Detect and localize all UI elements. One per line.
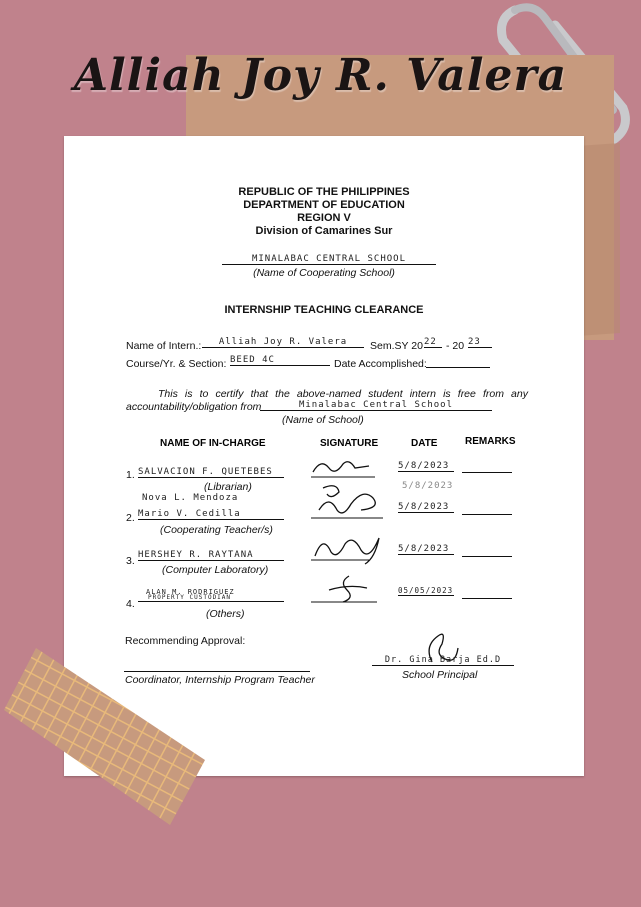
school-name: MINALABAC CENTRAL SCHOOL (222, 254, 436, 265)
row1-role: (Librarian) (204, 481, 252, 493)
header-line-4: Division of Camarines Sur (255, 225, 393, 237)
row1-name: SALVACION F. QUETEBES (138, 467, 284, 478)
school-caption: (Name of Cooperating School) (253, 267, 395, 279)
certify-text: This is to certify that the above-named student intern is free from any accountability/obligation from (126, 388, 528, 413)
row2-number: 2. (126, 512, 135, 524)
row2-remarks (462, 502, 512, 515)
date-accomplished-label: Date Accomplished: (334, 358, 427, 370)
intern-label: Name of Intern.: (126, 340, 202, 352)
row2-name: Mario V. Cedilla (138, 509, 284, 520)
course-value: BEED 4C (230, 355, 330, 366)
recommending-label: Recommending Approval: (125, 635, 246, 647)
row1-remarks (462, 460, 512, 473)
row4-date: 05/05/2023 (398, 586, 454, 595)
certify-school: Minalabac Central School (260, 400, 492, 411)
sem-label: Sem.SY 20 (370, 340, 423, 352)
row3-name: HERSHEY R. RAYTANA (138, 550, 284, 561)
row4-number: 4. (126, 598, 135, 610)
row3-remarks (462, 544, 512, 557)
col-name-header: NAME OF IN-CHARGE (160, 438, 266, 449)
intern-name: Alliah Joy R. Valera (202, 337, 364, 348)
coordinator-label: Coordinator, Internship Program Teacher (125, 674, 315, 686)
row2-role: (Cooperating Teacher/s) (160, 524, 273, 536)
col-remarks-header: REMARKS (465, 436, 516, 447)
principal-label: School Principal (402, 669, 478, 681)
sem-from: 22 (424, 337, 442, 348)
row1-number: 1. (126, 469, 135, 481)
row1-signature (309, 454, 379, 480)
col-date-header: DATE (411, 438, 438, 449)
page-title: Alliah Joy R. Valera (73, 50, 568, 101)
grid-tape-decoration (0, 640, 210, 830)
course-label: Course/Yr. & Section: (126, 358, 227, 370)
row4-remarks (462, 586, 512, 599)
header-line-3: REGION V (297, 212, 351, 224)
sem-to: 23 (468, 337, 492, 348)
row2-date-extra: 5/8/2023 (402, 481, 454, 491)
row3-role: (Computer Laboratory) (162, 564, 269, 576)
document-title: INTERNSHIP TEACHING CLEARANCE (224, 304, 424, 316)
row4-name: ALAN M. RODRIGUEZ (146, 588, 235, 596)
row3-signature (309, 528, 389, 568)
row2-extra-name: Nova L. Mendoza (142, 493, 239, 503)
header-line-2: DEPARTMENT OF EDUCATION (243, 199, 405, 211)
principal-name: Dr. Gina Barja Ed.D (372, 655, 514, 666)
sem-dash: - 20 (446, 340, 465, 352)
date-accomplished-field (426, 355, 490, 368)
row4-signature (309, 572, 383, 606)
certify-caption: (Name of School) (282, 414, 364, 426)
row1-date: 5/8/2023 (398, 461, 454, 472)
row2-signature (309, 480, 389, 522)
row3-number: 3. (126, 555, 135, 567)
row2-date: 5/8/2023 (398, 502, 454, 513)
row4-role: (Others) (206, 608, 245, 620)
header-line-1: REPUBLIC OF THE PHILIPPINES (238, 186, 410, 198)
col-signature-header: SIGNATURE (320, 438, 379, 449)
row3-date: 5/8/2023 (398, 544, 454, 555)
row4-extra: PROPERTY CUSTODIAN (138, 594, 284, 602)
